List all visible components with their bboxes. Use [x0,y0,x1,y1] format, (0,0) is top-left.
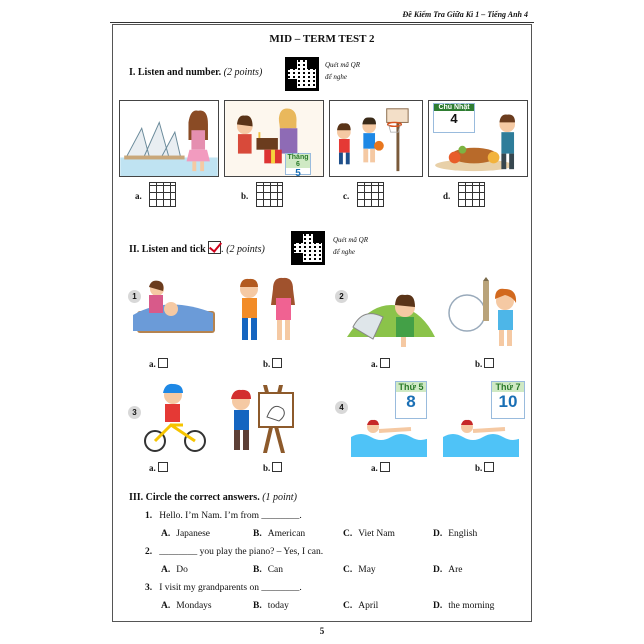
q3-tickbox-a[interactable] [158,462,168,472]
calendar-thursday-label: Thứ 5 [396,382,426,392]
q3-choice-b[interactable] [253,601,289,611]
q1-choice-a[interactable] [161,529,210,539]
q1-choice-d-letter: D. [433,529,443,539]
q1-tickbox-b[interactable] [272,358,282,368]
q2-choice-b-text: Can [267,565,284,575]
q1-choice-a-text: Japanese [176,529,211,539]
answer-grid-b[interactable] [256,182,283,207]
q1-choice-b[interactable] [253,529,305,539]
question-3 [145,583,302,593]
q3-option-b [263,462,282,473]
calendar-sunday-num: 4 [450,111,458,126]
section3-title [129,492,297,503]
q3-choice-c[interactable] [343,601,378,611]
q3-choice-c-text: April [358,601,379,611]
section1-title-text: I. Listen and number. [129,67,222,78]
q2-choice-c-text: May [358,565,376,575]
q1-choice-a-letter: A. [161,529,171,539]
question-number-2: 2 [335,290,348,303]
section3-points: (1 point) [262,492,297,503]
page-number: 5 [319,626,325,636]
calendar-saturday-num: 10 [498,392,518,411]
calendar-june-month: Tháng 6 [287,154,309,168]
q3-choice-a-text: Mondays [176,601,212,611]
q3-option-a [149,462,168,473]
question-number-1: 1 [128,290,141,303]
qr-note-2 [333,234,368,258]
q2-choice-d[interactable] [433,565,463,575]
q3-choice-a-letter: A. [161,601,171,611]
calendar-sunday [433,103,475,133]
calendar-saturday [491,381,525,419]
answer-grid-c[interactable] [357,182,384,207]
q1-choice-c[interactable] [343,529,395,539]
q3-option-a-label: a. [149,463,156,473]
q2-choice-c-letter: C. [343,565,353,575]
question-number-3: 3 [128,406,141,419]
q2-choice-a-letter: A. [161,565,171,575]
calendar-june [285,153,311,175]
q1-tickbox-a[interactable] [158,358,168,368]
header-divider [110,22,534,23]
q1-choice-c-letter: C. [343,529,353,539]
qr-code-icon[interactable] [285,57,319,91]
q4-tickbox-b[interactable] [484,462,494,472]
q2-choice-a[interactable] [161,565,188,575]
qr-note [325,59,360,83]
question-1-num: 1. [145,511,153,521]
q2-choice-c[interactable] [343,565,376,575]
calendar-saturday-label: Thứ 7 [492,382,524,392]
question-3-text: I visit my grandparents on ________. [159,583,302,593]
q4-option-a [371,462,390,473]
q1-choice-b-text: American [267,529,306,539]
q3-choice-d[interactable] [433,601,494,611]
page-header: Đề Kiểm Tra Giữa Kì 1 – Tiếng Anh 4 [402,10,528,19]
q2-option-a-label: a. [371,359,378,369]
q1-choice-b-letter: B. [253,529,262,539]
q3-choice-b-text: today [267,601,289,611]
picture-boy-painting [223,381,303,455]
q4-option-b [475,462,494,473]
qr-note-line2: để nghe [325,73,347,81]
calendar-june-day: 5 [295,168,301,177]
q3-choice-d-text: the morning [448,601,495,611]
section2-title-text: II. Listen and tick [129,244,206,255]
section3-title-text: III. Circle the correct answers. [129,492,260,503]
qr-note-2-line2: để nghe [333,248,355,256]
section1-points: (2 points) [223,67,263,78]
q1-option-a-label: a. [149,359,156,369]
test-title: MID – TERM TEST 2 [269,33,375,45]
q4-option-b-label: b. [475,463,483,473]
answer-label-a: a. [135,191,142,201]
answer-grid-a[interactable] [149,182,176,207]
question-3-num: 3. [145,583,153,593]
picture-girl-london [443,277,527,349]
q3-choice-d-letter: D. [433,601,443,611]
picture-opera-house [119,100,219,177]
q2-option-a [371,358,390,369]
q2-tickbox-b[interactable] [484,358,494,368]
question-1 [145,511,302,521]
picture-boy-girl-meet [227,275,307,347]
picture-sick-in-bed [127,275,219,345]
q3-choice-b-letter: B. [253,601,262,611]
q2-option-b-label: b. [475,359,483,369]
answer-label-c: c. [343,191,350,201]
q1-choice-d-text: English [448,529,478,539]
qr-note-line1: Quét mã QR [325,61,360,69]
question-1-text: Hello. I’m Nam. I’m from ________. [159,511,302,521]
picture-girl-landmark [343,277,439,349]
picture-birthday [224,100,324,177]
question-2-num: 2. [145,547,153,557]
calendar-sunday-label: Chủ Nhật [434,104,474,111]
question-number-4: 4 [335,401,348,414]
q1-option-a [149,358,168,369]
section1-title [129,67,262,78]
qr-code-icon-2[interactable] [291,231,325,265]
q2-choice-b[interactable] [253,565,283,575]
q2-choice-a-text: Do [176,565,188,575]
q1-choice-c-text: Viet Nam [358,529,395,539]
q1-option-b [263,358,282,369]
picture-basketball [329,100,423,177]
calendar-thursday-num: 8 [406,392,416,411]
picture-boy-cycling [143,381,207,455]
q3-choice-a[interactable] [161,601,212,611]
answer-label-b: b. [241,191,249,201]
q2-choice-b-letter: B. [253,565,262,575]
question-2-text: ________ you play the piano? – Yes, I can. [159,547,324,557]
q3-option-b-label: b. [263,463,271,473]
q2-tickbox-a[interactable] [380,358,390,368]
calendar-thursday [395,381,427,419]
checkmark-icon [208,241,221,254]
q3-tickbox-b[interactable] [272,462,282,472]
answer-label-d: d. [443,191,451,201]
q3-choice-c-letter: C. [343,601,353,611]
q2-choice-d-letter: D. [433,565,443,575]
qr-note-2-line1: Quét mã QR [333,236,368,244]
q2-choice-d-text: Are [448,565,463,575]
q1-option-b-label: b. [263,359,271,369]
picture-sunday-food [428,100,528,177]
test-frame [112,24,532,622]
q1-choice-d[interactable] [433,529,477,539]
answer-grid-d[interactable] [458,182,485,207]
question-2 [145,547,323,557]
q2-option-b [475,358,494,369]
q4-tickbox-a[interactable] [380,462,390,472]
section2-title [129,241,265,255]
section2-points: . (2 points) [221,244,265,255]
q4-option-a-label: a. [371,463,378,473]
